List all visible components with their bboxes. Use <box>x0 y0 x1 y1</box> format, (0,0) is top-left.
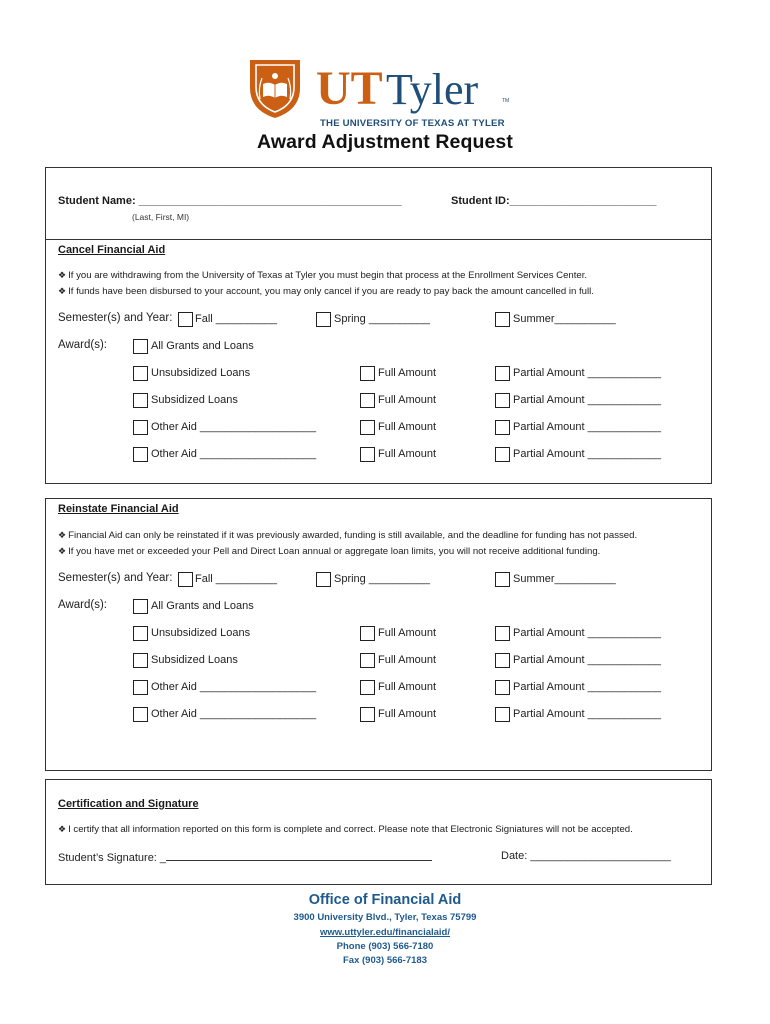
reinstate-semester-label: Semester(s) and Year: <box>58 572 173 584</box>
certification-section <box>45 779 712 885</box>
student-name-field[interactable]: Student Name: ___________________________________________ <box>58 195 402 207</box>
reinstate-partial-amount-checkbox[interactable] <box>495 626 510 641</box>
cancel-fall-checkbox[interactable] <box>178 312 193 327</box>
cancel-spring-checkbox[interactable] <box>316 312 331 327</box>
cancel-partial-amount-checkbox[interactable] <box>495 366 510 381</box>
signature-label: Student’s Signature: _ <box>58 852 167 864</box>
reinstate-spring-label: Spring __________ <box>334 573 431 585</box>
reinstate-full-amount-checkbox[interactable] <box>360 707 375 722</box>
reinstate-award-checkbox[interactable] <box>133 707 148 722</box>
bullet-text: If you have met or exceeded your Pell and Direct Loan annual or aggregate loan limits, you will not receive additional funding. <box>68 546 601 557</box>
bullet-text: If funds have been disbursed to your account, you may only cancel if you are ready to pay back the amount cancelled in full. <box>68 286 594 297</box>
cancel-bullet-2 <box>58 286 594 297</box>
signature-line <box>166 850 432 861</box>
cancel-award-checkbox[interactable] <box>133 420 148 435</box>
reinstate-award-label: Unsubsidized Loans <box>151 627 251 639</box>
diamond-bullet-icon: ❖ <box>58 286 67 296</box>
cancel-awards-label: Award(s): <box>58 339 107 351</box>
reinstate-summer-checkbox[interactable] <box>495 572 510 587</box>
bullet-text: I certify that all information reported on this form is complete and correct. Please note that Electronic Signiatures will not be accepted. <box>68 824 633 835</box>
reinstate-partial-amount-label: Partial Amount ____________ <box>513 654 662 666</box>
diamond-bullet-icon: ❖ <box>58 530 67 540</box>
page-title: Award Adjustment Request <box>257 131 513 153</box>
cancel-partial-amount-label: Partial Amount ____________ <box>513 421 662 433</box>
cancel-partial-amount-label: Partial Amount ____________ <box>513 448 662 460</box>
cancel-all-grants-checkbox[interactable] <box>133 339 148 354</box>
cancel-partial-amount-checkbox[interactable] <box>495 447 510 462</box>
cancel-full-amount-label: Full Amount <box>378 394 437 406</box>
cancel-summer-checkbox[interactable] <box>495 312 510 327</box>
cancel-award-label: Other Aid ___________________ <box>151 421 317 433</box>
reinstate-full-amount-label: Full Amount <box>378 681 437 693</box>
office-phone: Phone (903) 566-7180 <box>336 941 434 952</box>
reinstate-section-title: Reinstate Financial Aid <box>58 503 179 515</box>
logo-subtitle: THE UNIVERSITY OF TEXAS AT TYLER <box>320 118 505 129</box>
reinstate-full-amount-checkbox[interactable] <box>360 680 375 695</box>
date-field[interactable]: Date: _______________________ <box>501 850 672 862</box>
office-address: 3900 University Blvd., Tyler, Texas 75799 <box>293 912 477 923</box>
cancel-award-label: Unsubsidized Loans <box>151 367 251 379</box>
signature-field[interactable] <box>58 850 432 864</box>
reinstate-full-amount-label: Full Amount <box>378 708 437 720</box>
reinstate-award-label: Subsidized Loans <box>151 654 238 666</box>
reinstate-full-amount-checkbox[interactable] <box>360 626 375 641</box>
reinstate-fall-label: Fall __________ <box>195 573 277 585</box>
bullet-text: Financial Aid can only be reinstated if it was previously awarded, funding is still available, and the deadline for funding has not passed. <box>68 530 638 541</box>
cancel-full-amount-checkbox[interactable] <box>360 393 375 408</box>
cancel-partial-amount-label: Partial Amount ____________ <box>513 367 662 379</box>
reinstate-full-amount-label: Full Amount <box>378 627 437 639</box>
reinstate-awards-label: Award(s): <box>58 599 107 611</box>
cancel-all-grants-label: All Grants and Loans <box>151 340 254 352</box>
cancel-full-amount-label: Full Amount <box>378 448 437 460</box>
diamond-bullet-icon: ❖ <box>58 824 67 834</box>
shield-icon <box>250 60 300 118</box>
office-fax: Fax (903) 566-7183 <box>343 955 427 966</box>
reinstate-full-amount-checkbox[interactable] <box>360 653 375 668</box>
cancel-partial-amount-checkbox[interactable] <box>495 393 510 408</box>
reinstate-partial-amount-checkbox[interactable] <box>495 653 510 668</box>
cancel-bullet-1 <box>58 270 587 281</box>
reinstate-spring-checkbox[interactable] <box>316 572 331 587</box>
certification-section-title: Certification and Signature <box>58 798 199 810</box>
cancel-full-amount-label: Full Amount <box>378 421 437 433</box>
reinstate-award-checkbox[interactable] <box>133 653 148 668</box>
certification-bullet <box>58 824 633 835</box>
reinstate-partial-amount-label: Partial Amount ____________ <box>513 708 662 720</box>
reinstate-partial-amount-checkbox[interactable] <box>495 680 510 695</box>
cancel-full-amount-label: Full Amount <box>378 367 437 379</box>
cancel-award-checkbox[interactable] <box>133 393 148 408</box>
reinstate-bullet-1 <box>58 530 637 541</box>
reinstate-award-label: Other Aid ___________________ <box>151 681 317 693</box>
footer <box>0 892 770 966</box>
cancel-award-checkbox[interactable] <box>133 447 148 462</box>
reinstate-award-checkbox[interactable] <box>133 626 148 641</box>
reinstate-award-checkbox[interactable] <box>133 680 148 695</box>
reinstate-all-grants-label: All Grants and Loans <box>151 600 254 612</box>
cancel-award-label: Subsidized Loans <box>151 394 238 406</box>
cancel-semester-label: Semester(s) and Year: <box>58 312 173 324</box>
cancel-partial-amount-label: Partial Amount ____________ <box>513 394 662 406</box>
reinstate-fall-checkbox[interactable] <box>178 572 193 587</box>
logo-tyler-text: Tyler <box>386 65 479 114</box>
student-name-hint: (Last, First, MI) <box>132 212 190 222</box>
cancel-financial-aid-section <box>45 239 712 484</box>
reinstate-all-grants-checkbox[interactable] <box>133 599 148 614</box>
logo-ut-text: UT <box>316 62 383 115</box>
reinstate-partial-amount-label: Partial Amount ____________ <box>513 627 662 639</box>
cancel-full-amount-checkbox[interactable] <box>360 447 375 462</box>
ut-tyler-logo <box>248 54 518 132</box>
reinstate-award-label: Other Aid ___________________ <box>151 708 317 720</box>
cancel-award-checkbox[interactable] <box>133 366 148 381</box>
reinstate-summer-label: Summer__________ <box>513 573 616 585</box>
cancel-spring-label: Spring __________ <box>334 313 431 325</box>
office-name: Office of Financial Aid <box>308 892 462 908</box>
cancel-full-amount-checkbox[interactable] <box>360 420 375 435</box>
cancel-full-amount-checkbox[interactable] <box>360 366 375 381</box>
reinstate-financial-aid-section <box>45 498 712 771</box>
reinstate-bullet-2 <box>58 546 600 557</box>
reinstate-full-amount-label: Full Amount <box>378 654 437 666</box>
diamond-bullet-icon: ❖ <box>58 546 67 556</box>
cancel-partial-amount-checkbox[interactable] <box>495 420 510 435</box>
bullet-text: If you are withdrawing from the University of Texas at Tyler you must begin that process at the Enrollment Services Center. <box>68 270 588 281</box>
cancel-summer-label: Summer__________ <box>513 313 616 325</box>
diamond-bullet-icon: ❖ <box>58 270 67 280</box>
cancel-section-title: Cancel Financial Aid <box>58 244 166 256</box>
reinstate-partial-amount-checkbox[interactable] <box>495 707 510 722</box>
reinstate-partial-amount-label: Partial Amount ____________ <box>513 681 662 693</box>
cancel-award-label: Other Aid ___________________ <box>151 448 317 460</box>
cancel-fall-label: Fall __________ <box>195 313 277 325</box>
student-id-field[interactable]: Student ID:________________________ <box>451 195 657 207</box>
logo-tm-text: TM <box>502 98 510 104</box>
student-info-box <box>45 167 712 240</box>
website-link[interactable]: www.uttyler.edu/financialaid/ <box>319 927 451 938</box>
